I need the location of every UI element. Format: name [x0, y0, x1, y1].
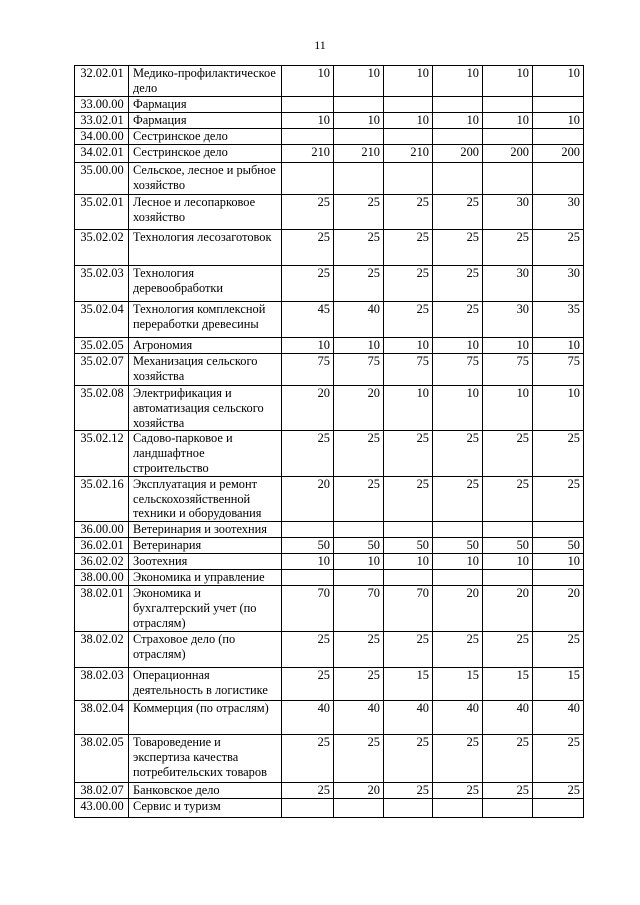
quota-value-cell: 200 [483, 145, 533, 163]
specialty-name-cell: Сельское, лесное и рыбное хозяйство [129, 163, 282, 195]
quota-value-cell: 75 [433, 354, 483, 386]
quota-value-cell: 25 [384, 431, 433, 476]
quota-value-cell: 25 [483, 632, 533, 668]
specialty-code-cell: 34.00.00 [75, 129, 129, 145]
table-row [75, 97, 584, 113]
quota-value-cell: 10 [334, 66, 384, 97]
quota-value-cell: 25 [433, 632, 483, 668]
table-row [75, 632, 584, 668]
quota-value-cell: 40 [334, 302, 384, 338]
specialty-code-cell: 32.02.01 [75, 66, 129, 97]
quota-value-cell [384, 97, 433, 113]
table-row [75, 538, 584, 554]
quota-value-cell [483, 522, 533, 538]
specialty-code-cell: 35.02.02 [75, 230, 129, 266]
quota-value-cell: 25 [433, 476, 483, 521]
quota-value-cell: 10 [433, 386, 483, 431]
quota-value-cell [334, 163, 384, 195]
table-row [75, 701, 584, 735]
quota-value-cell [483, 97, 533, 113]
quota-value-cell: 25 [483, 783, 533, 799]
specialty-name-cell: Ветеринария [129, 538, 282, 554]
quota-value-cell: 75 [334, 354, 384, 386]
specialty-name-cell: Экономика и управление [129, 570, 282, 586]
quota-value-cell: 25 [334, 195, 384, 230]
quota-value-cell: 15 [483, 668, 533, 701]
table-row [75, 522, 584, 538]
specialty-code-cell: 36.02.01 [75, 538, 129, 554]
quota-value-cell [533, 129, 584, 145]
specialty-name-cell: Товароведение и экспертиза качества потребительских товаров [129, 735, 282, 783]
quota-value-cell: 25 [384, 230, 433, 266]
quota-value-cell [334, 570, 384, 586]
quota-value-cell: 40 [334, 701, 384, 735]
quota-value-cell: 10 [282, 113, 334, 129]
quota-value-cell [433, 799, 483, 818]
quota-value-cell: 10 [483, 66, 533, 97]
specialty-name-cell: Электрификация и автоматизация сельского хозяйства [129, 386, 282, 431]
quota-value-cell [334, 129, 384, 145]
specialty-code-cell: 43.00.00 [75, 799, 129, 818]
specialty-name-cell: Ветеринария и зоотехния [129, 522, 282, 538]
quota-value-cell: 25 [384, 476, 433, 521]
quota-value-cell: 75 [384, 354, 433, 386]
table-row [75, 386, 584, 431]
table-row [75, 230, 584, 266]
quota-value-cell: 10 [533, 554, 584, 570]
table-row [75, 338, 584, 354]
specialty-code-cell: 33.02.01 [75, 113, 129, 129]
quota-value-cell: 25 [282, 632, 334, 668]
specialty-name-cell: Технология лесозаготовок [129, 230, 282, 266]
quota-value-cell: 30 [483, 195, 533, 230]
quota-value-cell: 25 [533, 476, 584, 521]
specialty-name-cell: Технология комплексной переработки древесины [129, 302, 282, 338]
specialty-name-cell: Экономика и бухгалтерский учет (по отраслям) [129, 586, 282, 632]
quota-value-cell: 25 [533, 735, 584, 783]
quota-value-cell: 25 [433, 302, 483, 338]
specialty-code-cell: 35.02.12 [75, 431, 129, 476]
quota-value-cell: 25 [334, 735, 384, 783]
quota-value-cell: 25 [334, 431, 384, 476]
specialty-code-cell: 35.00.00 [75, 163, 129, 195]
quota-value-cell: 30 [533, 266, 584, 302]
quota-value-cell: 10 [384, 338, 433, 354]
quota-value-cell [483, 570, 533, 586]
quota-value-cell: 25 [334, 476, 384, 521]
specialty-code-cell: 35.02.07 [75, 354, 129, 386]
quota-value-cell: 210 [384, 145, 433, 163]
quota-value-cell [533, 522, 584, 538]
table-row [75, 266, 584, 302]
quota-value-cell: 25 [433, 230, 483, 266]
quota-value-cell [384, 522, 433, 538]
quota-value-cell: 210 [334, 145, 384, 163]
page-number: 11 [314, 38, 326, 52]
quota-value-cell: 45 [282, 302, 334, 338]
quota-value-cell [433, 570, 483, 586]
quota-value-cell: 50 [334, 538, 384, 554]
quota-value-cell: 25 [282, 195, 334, 230]
quota-value-cell: 50 [533, 538, 584, 554]
quota-value-cell: 10 [334, 113, 384, 129]
quota-value-cell: 25 [533, 783, 584, 799]
specialty-code-cell: 33.00.00 [75, 97, 129, 113]
quota-value-cell [384, 163, 433, 195]
table-row [75, 668, 584, 701]
quota-value-cell: 25 [334, 632, 384, 668]
specialty-name-cell: Банковское дело [129, 783, 282, 799]
quota-value-cell: 25 [334, 230, 384, 266]
table-row [75, 476, 584, 521]
quota-value-cell [384, 799, 433, 818]
specialty-code-cell: 35.02.04 [75, 302, 129, 338]
specialty-code-cell: 36.00.00 [75, 522, 129, 538]
quota-value-cell: 15 [433, 668, 483, 701]
specialty-name-cell: Агрономия [129, 338, 282, 354]
table-row [75, 735, 584, 783]
table-row [75, 145, 584, 163]
quota-value-cell: 75 [533, 354, 584, 386]
table-row [75, 163, 584, 195]
specialty-name-cell: Фармация [129, 97, 282, 113]
quota-value-cell: 25 [483, 230, 533, 266]
quota-value-cell [483, 129, 533, 145]
quota-value-cell: 20 [282, 476, 334, 521]
quota-value-cell: 10 [433, 554, 483, 570]
quota-value-cell: 25 [334, 668, 384, 701]
quota-value-cell: 10 [384, 66, 433, 97]
quota-value-cell: 25 [384, 632, 433, 668]
quota-value-cell: 20 [282, 386, 334, 431]
table-row [75, 570, 584, 586]
specialty-name-cell: Коммерция (по отраслям) [129, 701, 282, 735]
quota-value-cell [433, 163, 483, 195]
specialty-name-cell: Сервис и туризм [129, 799, 282, 818]
quota-value-cell: 10 [533, 113, 584, 129]
quota-value-cell: 75 [483, 354, 533, 386]
quota-value-cell: 25 [533, 230, 584, 266]
quota-value-cell: 200 [533, 145, 584, 163]
quota-value-cell [282, 97, 334, 113]
specialty-name-cell: Лесное и лесопарковое хозяйство [129, 195, 282, 230]
quota-value-cell: 25 [282, 266, 334, 302]
specialty-code-cell: 38.02.02 [75, 632, 129, 668]
quota-value-cell [334, 799, 384, 818]
table-row [75, 113, 584, 129]
specialty-code-cell: 38.02.04 [75, 701, 129, 735]
quota-value-cell: 50 [433, 538, 483, 554]
quota-value-cell: 25 [483, 476, 533, 521]
specialty-name-cell: Механизация сельского хозяйства [129, 354, 282, 386]
specialty-name-cell: Страховое дело (по отраслям) [129, 632, 282, 668]
quota-value-cell: 25 [483, 735, 533, 783]
quota-value-cell: 25 [282, 431, 334, 476]
table-row [75, 66, 584, 97]
quota-value-cell [282, 129, 334, 145]
specialty-name-cell: Операционная деятельность в логистике [129, 668, 282, 701]
quota-value-cell [433, 522, 483, 538]
quota-value-cell: 10 [433, 66, 483, 97]
specialty-code-cell: 38.02.03 [75, 668, 129, 701]
quota-value-cell [282, 522, 334, 538]
quota-value-cell: 70 [282, 586, 334, 632]
quota-value-cell: 25 [533, 632, 584, 668]
quota-value-cell: 30 [533, 195, 584, 230]
quota-value-cell: 20 [533, 586, 584, 632]
quota-value-cell: 10 [282, 66, 334, 97]
quota-value-cell: 40 [483, 701, 533, 735]
specialty-code-cell: 34.02.01 [75, 145, 129, 163]
quota-value-cell: 20 [483, 586, 533, 632]
quota-value-cell [384, 129, 433, 145]
quota-value-cell [533, 163, 584, 195]
quota-value-cell [384, 570, 433, 586]
quota-value-cell: 20 [334, 783, 384, 799]
specialty-code-cell: 36.02.02 [75, 554, 129, 570]
quota-value-cell: 10 [384, 113, 433, 129]
quota-value-cell: 50 [282, 538, 334, 554]
quota-value-cell: 40 [384, 701, 433, 735]
specialty-name-cell: Садово-парковое и ландшафтное строительство [129, 431, 282, 476]
admission-quota-table [74, 65, 584, 818]
specialty-code-cell: 35.02.05 [75, 338, 129, 354]
quota-value-cell: 25 [334, 266, 384, 302]
quota-value-cell: 15 [384, 668, 433, 701]
quota-value-cell: 25 [282, 783, 334, 799]
quota-value-cell: 25 [384, 302, 433, 338]
quota-value-cell: 50 [384, 538, 433, 554]
quota-value-cell [334, 522, 384, 538]
quota-value-cell: 70 [334, 586, 384, 632]
quota-value-cell: 10 [433, 338, 483, 354]
quota-value-cell: 25 [282, 735, 334, 783]
quota-value-cell: 25 [483, 431, 533, 476]
quota-value-cell: 35 [533, 302, 584, 338]
specialty-name-cell: Медико-профилактическое дело [129, 66, 282, 97]
quota-value-cell: 15 [533, 668, 584, 701]
quota-value-cell: 75 [282, 354, 334, 386]
quota-value-cell: 10 [334, 554, 384, 570]
specialty-code-cell: 35.02.16 [75, 476, 129, 521]
quota-value-cell: 10 [483, 554, 533, 570]
specialty-name-cell: Сестринское дело [129, 129, 282, 145]
quota-value-cell: 10 [334, 338, 384, 354]
quota-value-cell [483, 163, 533, 195]
quota-value-cell: 40 [533, 701, 584, 735]
quota-value-cell: 50 [483, 538, 533, 554]
quota-value-cell: 25 [433, 783, 483, 799]
specialty-name-cell: Зоотехния [129, 554, 282, 570]
quota-value-cell: 25 [282, 230, 334, 266]
quota-value-cell: 25 [533, 431, 584, 476]
quota-value-cell: 20 [433, 586, 483, 632]
table-row [75, 431, 584, 476]
quota-value-cell [433, 129, 483, 145]
specialty-code-cell: 38.00.00 [75, 570, 129, 586]
quota-value-cell: 10 [483, 113, 533, 129]
table-row [75, 129, 584, 145]
quota-value-cell: 20 [334, 386, 384, 431]
table-row [75, 586, 584, 632]
quota-value-cell: 10 [433, 113, 483, 129]
quota-value-cell: 10 [282, 554, 334, 570]
quota-value-cell [483, 799, 533, 818]
quota-value-cell: 10 [483, 338, 533, 354]
specialty-code-cell: 38.02.05 [75, 735, 129, 783]
quota-value-cell: 40 [282, 701, 334, 735]
quota-value-cell [533, 97, 584, 113]
quota-value-cell: 40 [433, 701, 483, 735]
table-row [75, 783, 584, 799]
quota-value-cell [334, 97, 384, 113]
quota-value-cell: 25 [433, 266, 483, 302]
quota-value-cell: 10 [533, 66, 584, 97]
quota-value-cell [282, 799, 334, 818]
quota-value-cell: 25 [384, 195, 433, 230]
quota-value-cell: 10 [533, 386, 584, 431]
specialty-name-cell: Сестринское дело [129, 145, 282, 163]
table-row [75, 354, 584, 386]
quota-value-cell: 25 [282, 668, 334, 701]
table-row [75, 302, 584, 338]
quota-value-cell [433, 97, 483, 113]
quota-value-cell [533, 570, 584, 586]
specialty-code-cell: 35.02.08 [75, 386, 129, 431]
quota-value-cell: 70 [384, 586, 433, 632]
quota-value-cell: 10 [533, 338, 584, 354]
specialty-name-cell: Фармация [129, 113, 282, 129]
quota-value-cell: 10 [384, 554, 433, 570]
quota-value-cell: 25 [433, 735, 483, 783]
quota-value-cell: 25 [433, 195, 483, 230]
quota-value-cell: 25 [433, 431, 483, 476]
table-row [75, 195, 584, 230]
quota-value-cell [282, 570, 334, 586]
quota-value-cell: 200 [433, 145, 483, 163]
specialty-code-cell: 38.02.01 [75, 586, 129, 632]
quota-value-cell: 210 [282, 145, 334, 163]
quota-value-cell: 30 [483, 302, 533, 338]
quota-value-cell: 10 [282, 338, 334, 354]
table-row [75, 799, 584, 818]
specialty-code-cell: 35.02.01 [75, 195, 129, 230]
quota-value-cell [282, 163, 334, 195]
quota-value-cell: 25 [384, 266, 433, 302]
table-row [75, 554, 584, 570]
specialty-name-cell: Эксплуатация и ремонт сельскохозяйственной техники и оборудования [129, 476, 282, 521]
quota-value-cell: 25 [384, 735, 433, 783]
quota-value-cell: 30 [483, 266, 533, 302]
quota-value-cell: 25 [384, 783, 433, 799]
quota-value-cell: 10 [483, 386, 533, 431]
specialty-name-cell: Технология деревообработки [129, 266, 282, 302]
quota-value-cell [533, 799, 584, 818]
quota-value-cell: 10 [384, 386, 433, 431]
specialty-code-cell: 38.02.07 [75, 783, 129, 799]
specialty-code-cell: 35.02.03 [75, 266, 129, 302]
